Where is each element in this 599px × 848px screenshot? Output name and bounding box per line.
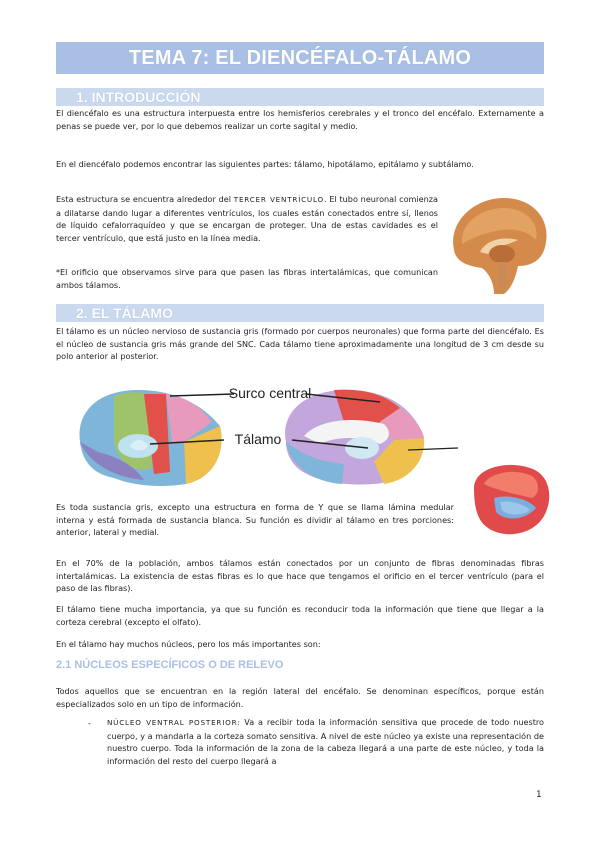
talamo-paragraph-2: Es toda sustancia gris, excepto una estructura en forma de Y que se llama lámina medular interna y está formada de sustancia blanca. Su función es dividir al tálamo en tres porciones: anterior, lateral y medial. [56,502,454,538]
intro-paragraph-2: En el diencéfalo podemos encontrar las siguientes partes: tálamo, hipotálamo, epitálamo y subtálamo. [56,159,474,169]
list-bullet: - [88,719,91,728]
section-heading-intro [56,88,544,106]
section-heading-text: 1. INTRODUCCIÓN [76,89,201,105]
list-item-ventral-posterior [107,716,544,767]
intro-paragraph-1: El diencéfalo es una estructura interpuesta entre los hemisferios cerebrales y el tronco del encéfalo. Externamente a penas se puede ver, por lo que debemos realizar un corte sagital y medio. [56,108,544,131]
subsection-heading: 2.1 NÚCLEOS ESPECÍFICOS O DE RELEVO [56,659,284,671]
nucleos-paragraph-1: Todos aquellos que se encuentran en la región lateral del encéfalo. Se denominan específicos, porque están especializados solo en un tipo de información. [56,686,544,709]
brain-figure [74,382,460,492]
sagittal-brain-image [446,192,552,295]
third-ventricle-term: TERCER VENTRÍCULO [233,195,324,204]
thalamus-3d-image [466,458,556,540]
label-surco-central: Surco central [228,385,312,401]
intro-paragraph-3 [56,193,438,244]
intro-paragraph-4: *El orificio que observamos sirve para que pasen las fibras intertalámicas, que comunican ambos tálamos. [56,267,438,290]
section-heading-text: 2. EL TÁLAMO [76,305,173,321]
nucleo-description: Va a recibir toda la información sensitiva que procede de todo nuestro cuerpo, y a mandarla a la corteza somato sensitiva. A nivel de este núcleo ya existe una representación de nuestro cuerpo. Toda la información de la zona de la cabeza llegará a una parte de este núcleo, y toda la información del resto del cuerpo llegará a [107,717,544,766]
talamo-paragraph-4: El tálamo tiene mucha importancia, ya que su función es reconducir toda la información que tiene que llegar a la corteza cerebral (excepto el olfato). [56,604,544,627]
talamo-paragraph-5: En el tálamo hay muchos núcleos, pero los más importantes son: [56,639,321,649]
talamo-paragraph-3: En el 70% de la población, ambos tálamos están conectados por un conjunto de fibras denominadas fibras intertalámicas. La existencia de estas fibras es lo que hace que tengamos el orificio en el tercer ventrículo (para el paso de las fibras). [56,558,544,594]
title-banner [56,42,544,74]
intro-p3-start: Esta estructura se encuentra alrededor del [56,194,234,204]
talamo-paragraph-1: El tálamo es un núcleo nervioso de sustancia gris (formado por cuerpos neuronales) que forma parte del diencéfalo. Es el núcleo de sustancia gris más grande del SNC. Cada tálamo tiene aproximadamente una longitud de 3 cm desde su polo anterior al posterior. [56,326,544,362]
intro-p3-end: . El tubo neuronal comienza a dilatarse dando lugar a diferentes ventrículos, los cuales están conectados entre sí, llenos de líquido cefalorraquídeo y que se encargan de proteger. Una de estas cavidades es el tercer ventrículo, que está justo en la línea media. [56,194,439,243]
page-title: TEMA 7: EL DIENCÉFALO-TÁLAMO [128,46,472,69]
section-heading-talamo [56,304,544,322]
page-number: 1 [536,790,542,800]
nucleo-term: NÚCLEO VENTRAL POSTERIOR: [107,718,241,727]
label-talamo: Tálamo [234,431,282,447]
